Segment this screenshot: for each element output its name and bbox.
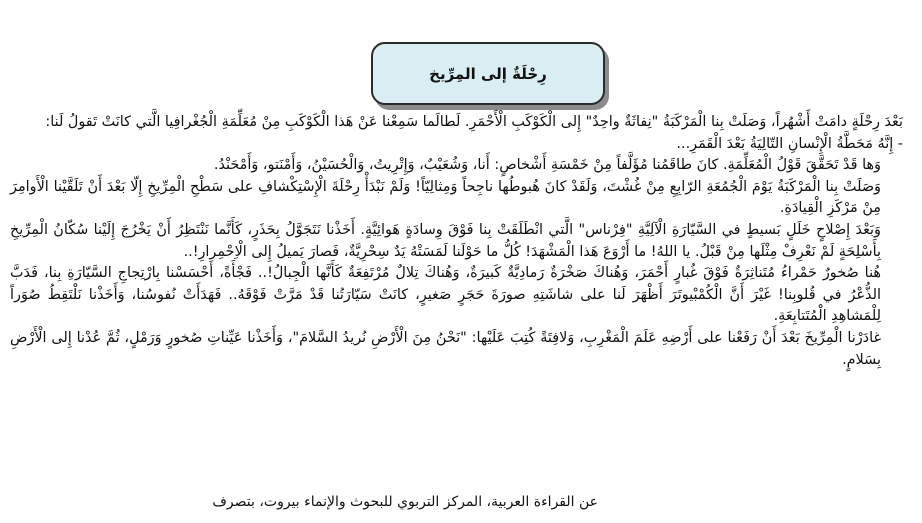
paragraph-crew: وَها قَدْ تَحَقَّقَ قَوْلُ الْمُعَلِّمَةِ. كانَ طاقَمُنا مُؤَلَّفاً مِنْ خَمْسَةِ أَشْخاصٍ: أَنا، وَشُعَيْبٌ، وَإِتْرِيتُ، وَالْحُسَيْنُ، وَأَمْنَتو، وَأَمْحَنْدُ. [213,157,881,174]
paragraph-exploration: وَبَعْدَ إِصْلاحٍ خَلَلٍ بَسيطٍ في السَّيّارَةِ الْآلِيَّةِ "فِرْناس" الَّتي انْطَلَقَتْ بِنا فَوْقَ وِسادَةٍ هَوائِيَّةٍ. أَخَذْنا نَتَجَوَّلُ بِحَذَرٍ، كَأَنَّما نَنْتَظِرُ أَنْ يَخْرُجَ إِلَيْنا سُكّانُ الْمِرِّيخِ بِأَسْلِحَةٍ لَمْ نَعْرِفْ مِثْلَها مِنْ قَبْلُ. يا اللهُ! ما أَرْوَعَ هَذا الْمَشْهَدَ! كُلُّ ما حَوْلَنا لَمَسَتْهُ يَدٌ سِحْرِيَّةٌ، فَصارَ يَميلُ إِلى الْاِحْمِرارِ!.. [10,221,881,260]
paragraph-quote: - إِنَّهُ مَحَطَّةُ الْإِنْسانِ التّالِيَةُ بَعْدَ الْقَمَرِ... [676,135,903,152]
paragraph-departure: غادَرْنا الْمِرِّيخَ بَعْدَ أَنْ رَفَعْنا على أَرْضِهِ عَلَمَ الْمَغْرِبِ، وَلافِتَةً كُتِبَ عَلَيْها: "نَحْنُ مِنَ الْأَرْضِ نُريدُ السَّلامَ"، وَأَخَذْنا عَيِّناتِ صُخورٍ وَرَمْلٍ، ثُمَّ عُدْنا إِلى الْأَرْضِ بِسَلامٍ. [10,329,881,368]
paragraph-landing: وَصَلَتْ بِنا الْمَرْكَبَةُ يَوْمَ الْجُمُعَةِ الرّابِعِ مِنْ غُشْتَ، وَلَقَدْ كانَ هُبوطُها ناجِحاً وَمِثالِيّاً! وَلَمْ نَبْدَأْ رِحْلَةَ الْإِسْتِكْشافِ على سَطْحِ الْمِرِّيخِ إِلّا بَعْدَ أَنْ تَلَقَّيْنا الْأَوامِرَ مِنْ مَرْكَزِ الْقِيادَةِ. [10,178,881,217]
paragraph-intro: بَعْدَ رِحْلَةٍ دامَتْ أَشْهُراً، وَصَلَتْ بِنا الْمَرْكَبَةُ "نِفاثَةٌ واحِدٌ" إِلى الْكَوْكَبِ الْأَحْمَرِ. لَطالَما سَمِعْنا عَنْ هَذا الْكَوْكَبِ مِنْ مُعَلِّمَةِ الْجُغْرافِيا الَّتي كانَتْ تَقولُ لَنا: [45,114,903,130]
page-title: رِحْلَةٌ إلى المِرِّيخ [429,64,547,83]
source-citation: عن القراءة العربية، المركز التربوي للبحوث والإنماء بيروت، بتصرف [212,494,598,510]
story-text [10,112,903,371]
title-box [371,42,605,105]
paragraph-scenery: هُنا صُخورٌ حَمْراءُ مُتَناثِرَةٌ فَوْقَ غُبارٍ أَحْمَرَ، وَهُناكَ صَخْرَةٌ رَمادِيَّةٌ كَبيرَةٌ، وَهُناكَ تِلالٌ مُرْتَفِعَةٌ كَأَنَّها الْجِبالُ!.. فَجْأَةً، أَحْسَسْنا بِارْتِجاجِ السَّيّارَةِ بِنا، فَدَبَّ الذُّعْرُ في قُلوبِنا! غَيْرَ أَنَّ الْكُمْبْيوتَرَ أَظْهَرَ لَنا على شاشَتِهِ صورَةَ حَجَرٍ صَغيرٍ، كانَتْ سَيّارَتُنا قَدْ مَرَّتْ فَوْقَهُ.. فَهَدَأَتْ نُفوسُنا، وَأَخَذْنا نَلْتَقِطُ صُوَراً لِلْمَشاهِدِ الْمُتَتابِعَةِ. [10,265,881,325]
